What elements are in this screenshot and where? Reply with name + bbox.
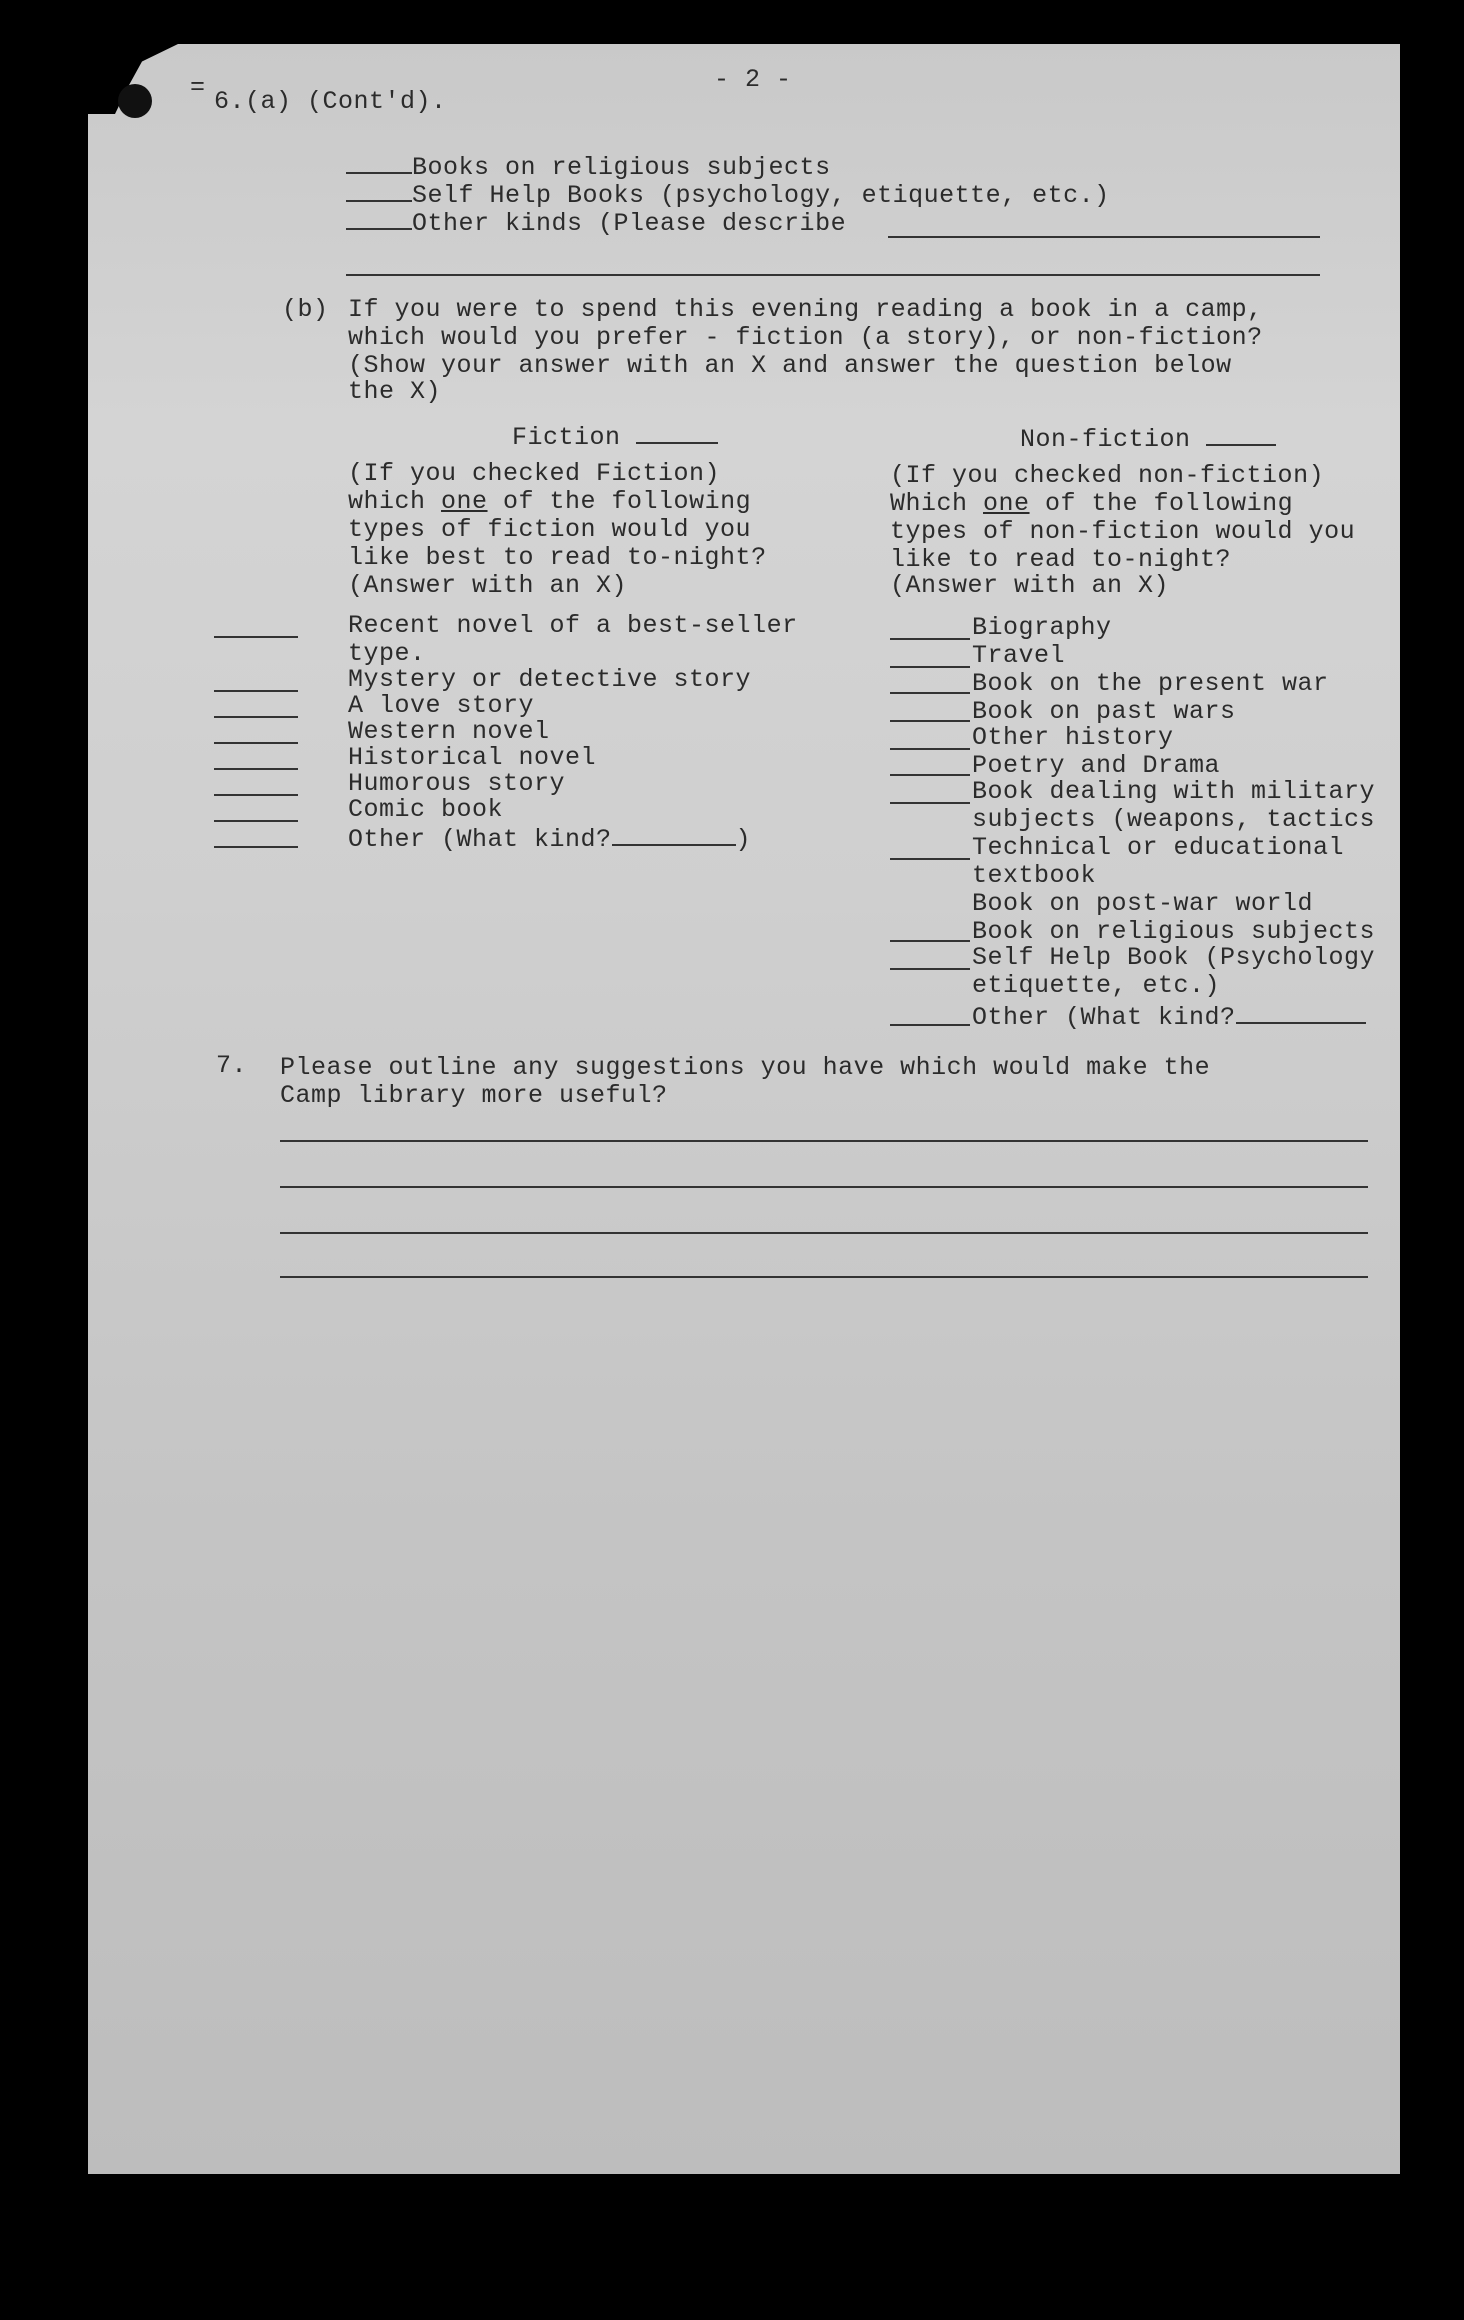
fiction-choice[interactable]: Fiction	[512, 420, 718, 452]
fiction-blank-7[interactable]	[214, 798, 298, 822]
nonfiction-blank-9[interactable]	[890, 918, 970, 942]
nonfiction-instruction-4: like to read to-night?	[890, 545, 1232, 574]
nonfiction-blank-11[interactable]	[890, 1002, 970, 1026]
fiction-blank-6[interactable]	[214, 772, 298, 796]
fiction-blank-5[interactable]	[214, 746, 298, 770]
answer-blank[interactable]	[346, 150, 412, 174]
section-6b-label: (b)	[282, 295, 329, 324]
answer-blank[interactable]	[1236, 1000, 1366, 1024]
fiction-blank-2[interactable]	[214, 668, 298, 692]
nonfiction-blank-4[interactable]	[890, 698, 970, 722]
describe-line-2[interactable]	[346, 274, 1320, 276]
question-7-line-1: Please outline any suggestions you have which would make the	[280, 1053, 1211, 1082]
fiction-item-western: Western novel	[348, 717, 550, 746]
question-6b-line-1: If you were to spend this evening reading a book in a camp,	[348, 295, 1263, 324]
nonfiction-blank-5[interactable]	[890, 726, 970, 750]
answer-blank[interactable]	[612, 822, 736, 846]
nonfiction-item-self-help: Self Help Book (Psychology	[972, 943, 1376, 972]
nonfiction-item-postwar: Book on post-war world	[972, 889, 1314, 918]
option-other-kinds[interactable]: Other kinds (Please describe	[346, 206, 846, 238]
fiction-item-bestseller-cont: type.	[348, 639, 426, 668]
question-7-line-2: Camp library more useful?	[280, 1081, 668, 1110]
nonfiction-item-other[interactable]: Other (What kind?	[972, 1000, 1366, 1032]
nonfiction-item-military-cont: subjects (weapons, tactics	[972, 805, 1376, 834]
answer-blank[interactable]	[346, 206, 412, 230]
answer-blank[interactable]	[636, 420, 718, 444]
nonfiction-blank-6[interactable]	[890, 752, 970, 776]
answer-blank[interactable]	[346, 178, 412, 202]
nonfiction-instruction-3: types of non-fiction would you	[890, 517, 1356, 546]
nonfiction-item-other-history: Other history	[972, 723, 1174, 752]
fiction-instruction-3: types of fiction would you	[348, 515, 752, 544]
nonfiction-item-present-war: Book on the present war	[972, 669, 1329, 698]
fiction-item-comic: Comic book	[348, 795, 504, 824]
fiction-item-love: A love story	[348, 691, 535, 720]
nonfiction-blank-10[interactable]	[890, 946, 970, 970]
fiction-blank-3[interactable]	[214, 694, 298, 718]
question-6b-line-2: which would you prefer - fiction (a story), or non-fiction?	[348, 323, 1263, 352]
option-religious-books[interactable]: Books on religious subjects	[346, 150, 831, 182]
page-number: - 2 -	[714, 65, 792, 94]
option-self-help-books[interactable]: Self Help Books (psychology, etiquette, etc.)	[346, 178, 1110, 210]
nonfiction-item-poetry: Poetry and Drama	[972, 751, 1221, 780]
describe-line[interactable]	[888, 236, 1320, 238]
nonfiction-blank-2[interactable]	[890, 644, 970, 668]
nonfiction-blank-8[interactable]	[890, 836, 970, 860]
fiction-instruction-2: which one of the following	[348, 487, 752, 516]
fiction-item-bestseller: Recent novel of a best-seller	[348, 611, 798, 640]
section-6a-heading: 6.(a) (Cont'd).	[214, 87, 447, 116]
nonfiction-blank-3[interactable]	[890, 670, 970, 694]
nonfiction-instruction-2: Which one of the following	[890, 489, 1294, 518]
answer-line-1[interactable]	[280, 1140, 1368, 1142]
nonfiction-choice[interactable]: Non-fiction	[1020, 422, 1276, 454]
fiction-instruction-4: like best to read to-night?	[348, 543, 767, 572]
answer-line-4[interactable]	[280, 1276, 1368, 1278]
nonfiction-item-travel: Travel	[972, 641, 1066, 670]
nonfiction-instruction-5: (Answer with an X)	[890, 571, 1170, 600]
section-7-number: 7.	[216, 1051, 248, 1080]
fiction-blank-8[interactable]	[214, 824, 298, 848]
answer-blank[interactable]	[1206, 422, 1276, 446]
answer-line-2[interactable]	[280, 1186, 1368, 1188]
nonfiction-item-technical: Technical or educational	[972, 833, 1345, 862]
nonfiction-blank-7[interactable]	[890, 780, 970, 804]
fiction-instruction-5: (Answer with an X)	[348, 571, 628, 600]
nonfiction-item-military: Book dealing with military	[972, 777, 1376, 806]
nonfiction-instruction-1: (If you checked non-fiction)	[890, 461, 1325, 490]
fiction-blank-4[interactable]	[214, 720, 298, 744]
punch-hole	[118, 84, 152, 118]
header-mark: =	[190, 73, 206, 102]
fiction-item-historical: Historical novel	[348, 743, 597, 772]
question-6b-line-4: the X)	[348, 377, 442, 406]
fiction-item-humorous: Humorous story	[348, 769, 566, 798]
fiction-blank-1[interactable]	[214, 614, 298, 638]
nonfiction-blank-1[interactable]	[890, 616, 970, 640]
nonfiction-item-past-wars: Book on past wars	[972, 697, 1236, 726]
fiction-item-other[interactable]: Other (What kind? )	[348, 822, 751, 854]
nonfiction-item-biography: Biography	[972, 613, 1112, 642]
nonfiction-item-self-help-cont: etiquette, etc.)	[972, 971, 1221, 1000]
question-6b-line-3: (Show your answer with an X and answer the question below	[348, 351, 1232, 380]
nonfiction-item-religious: Book on religious subjects	[972, 917, 1376, 946]
fiction-instruction-1: (If you checked Fiction)	[348, 459, 721, 488]
nonfiction-item-technical-cont: textbook	[972, 861, 1097, 890]
answer-line-3[interactable]	[280, 1232, 1368, 1234]
fiction-item-mystery: Mystery or detective story	[348, 665, 752, 694]
